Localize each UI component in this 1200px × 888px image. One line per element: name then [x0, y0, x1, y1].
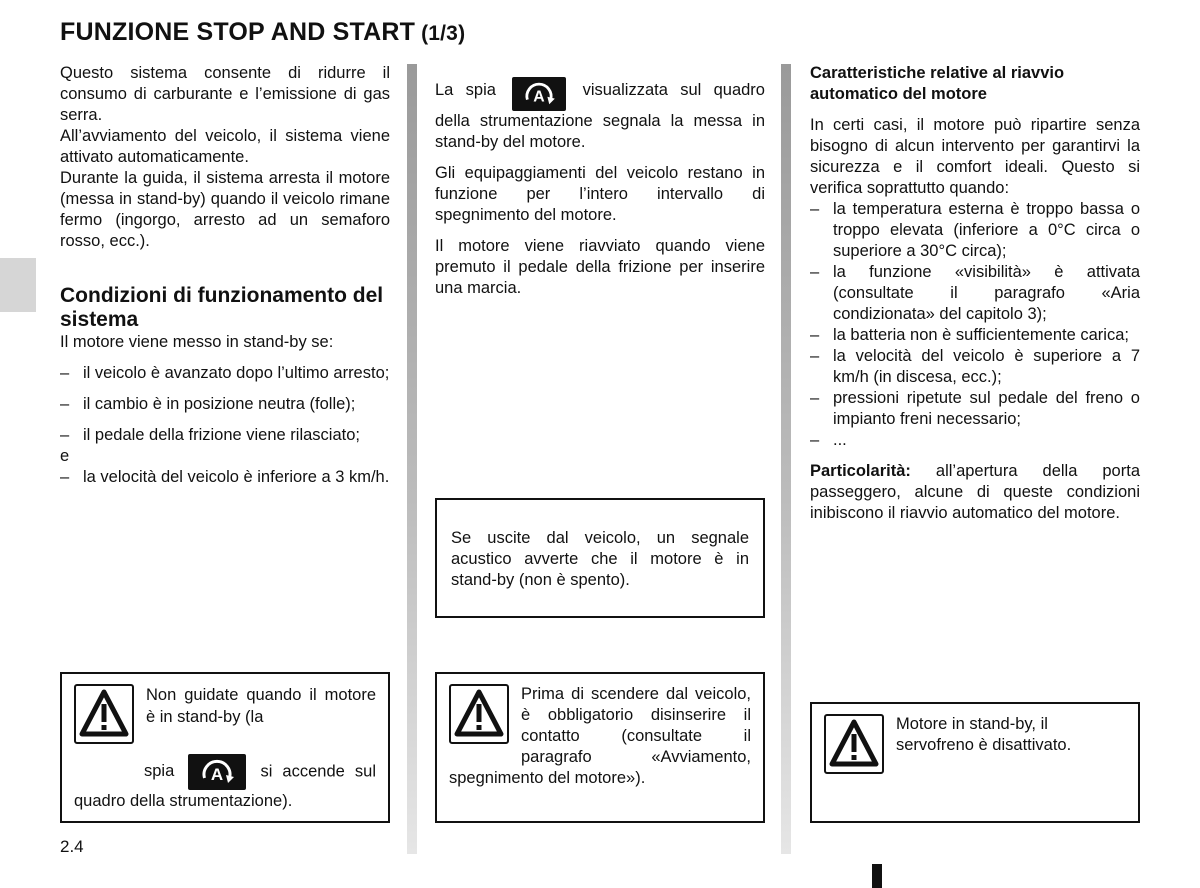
- intro-paragraph: Durante la guida, il sistema arresta il motore (messa in stand-by) quando il veicolo rimane fermo (ingorgo, arresto ad un semaforo rosso, ecc.).: [60, 169, 390, 250]
- list-item: – la temperatura esterna è troppo bassa o troppo elevata (inferiore a 0°C circa o superiore a 30°C circa);: [810, 199, 1140, 262]
- title-text: FUNZIONE STOP AND START: [60, 18, 416, 46]
- section-heading: Condizioni di funzionamento del sistema: [60, 284, 384, 331]
- list-item: – la velocità del veicolo è superiore a 7 km/h (in discesa, ecc.);: [810, 346, 1140, 388]
- page-edge-marker: [872, 864, 882, 888]
- list-item: – pressioni ripetute sul pedale del freno o impianto freni necessario;: [810, 388, 1140, 430]
- particularity-text: all’apertura della porta passeggero, alcune di queste condizioni inibiscono il riavvio automatico del motore.: [810, 462, 1140, 522]
- note-box: [435, 498, 765, 618]
- column-divider: [407, 64, 417, 854]
- column-2: [435, 80, 765, 299]
- page-title: [60, 18, 465, 47]
- list-item: – la funzione «visibilità» è attivata (consultate il paragrafo «Aria condizionata» del capitolo 3);: [810, 262, 1140, 325]
- restart-cases-list: [810, 199, 1140, 451]
- conditions-list: [60, 363, 390, 446]
- auto-stop-start-indicator-icon: [512, 77, 566, 111]
- body-paragraph: Gli equipaggiamenti del veicolo restano in funzione per l’intero intervallo di spegnimento del motore.: [435, 164, 765, 224]
- column-3: [810, 63, 1140, 524]
- warning-box-ignition: [435, 672, 765, 823]
- list-item: – il pedale della frizione viene rilasciato;: [60, 425, 390, 446]
- section-heading: Caratteristiche relative al riavvio automatico del motore: [810, 64, 1065, 103]
- column-1: [60, 63, 390, 488]
- section-tab: [0, 258, 36, 312]
- body-text: La spia: [435, 81, 496, 99]
- warning-triangle-icon: [824, 714, 884, 774]
- warning-text: Motore in stand-by, il servofreno è disattivato.: [896, 715, 1072, 754]
- page-number: 2.4: [60, 837, 84, 856]
- warning-box-standby: [60, 672, 390, 823]
- conjunction: e: [60, 447, 70, 465]
- body-text: visualizzata sul quadro della strumentazione segnala la messa in stand-by del motore.: [435, 81, 765, 151]
- warning-text: Non guidate quando il motore è in stand-by (la: [146, 686, 376, 726]
- body-paragraph: Il motore viene riavviato quando viene premuto il pedale della frizione per inserire una marcia.: [435, 237, 765, 297]
- intro-paragraph: All’avviamento del veicolo, il sistema viene attivato automaticamente.: [60, 127, 390, 166]
- particularity-label: Particolarità:: [810, 462, 911, 480]
- warning-text: spia: [144, 762, 175, 781]
- auto-stop-start-indicator-icon: [188, 754, 246, 790]
- warning-text: si accende sul quadro della strumentazione).: [74, 762, 376, 810]
- warning-triangle-icon: [449, 684, 509, 744]
- particularity-paragraph: [810, 461, 1140, 524]
- list-item: – ...: [810, 430, 1140, 451]
- warning-triangle-icon: [74, 684, 134, 744]
- conditions-list-2: [60, 467, 390, 488]
- column-divider: [781, 64, 791, 854]
- svg-text:A: A: [533, 88, 545, 106]
- body-paragraph: In certi casi, il motore può ripartire senza bisogno di alcun intervento per garantirvi la sicurezza e il comfort ideali. Questo si verifica soprattutto quando:: [810, 116, 1140, 197]
- intro-paragraph: Questo sistema consente di ridurre il consumo di carburante e l’emissione di gas serra.: [60, 64, 390, 124]
- list-item: – il cambio è in posizione neutra (folle);: [60, 394, 390, 415]
- note-text: Se uscite dal veicolo, un segnale acustico avverte che il motore è in stand-by (non è spento).: [451, 529, 749, 589]
- title-part: (1/3): [421, 22, 466, 45]
- list-item: – il veicolo è avanzato dopo l’ultimo arresto;: [60, 363, 390, 384]
- warning-box-servo: [810, 702, 1140, 823]
- warning-text: Prima di scendere dal veicolo, è obbligatorio disinserire il contatto (consultate il paragrafo «Avviamento, spegnimento del motore»).: [449, 685, 751, 787]
- svg-text:A: A: [211, 765, 224, 784]
- list-item: – la batteria non è sufficientemente carica;: [810, 325, 1140, 346]
- conditions-lead: Il motore viene messo in stand-by se:: [60, 333, 334, 351]
- list-item: – la velocità del veicolo è inferiore a 3 km/h.: [60, 467, 390, 488]
